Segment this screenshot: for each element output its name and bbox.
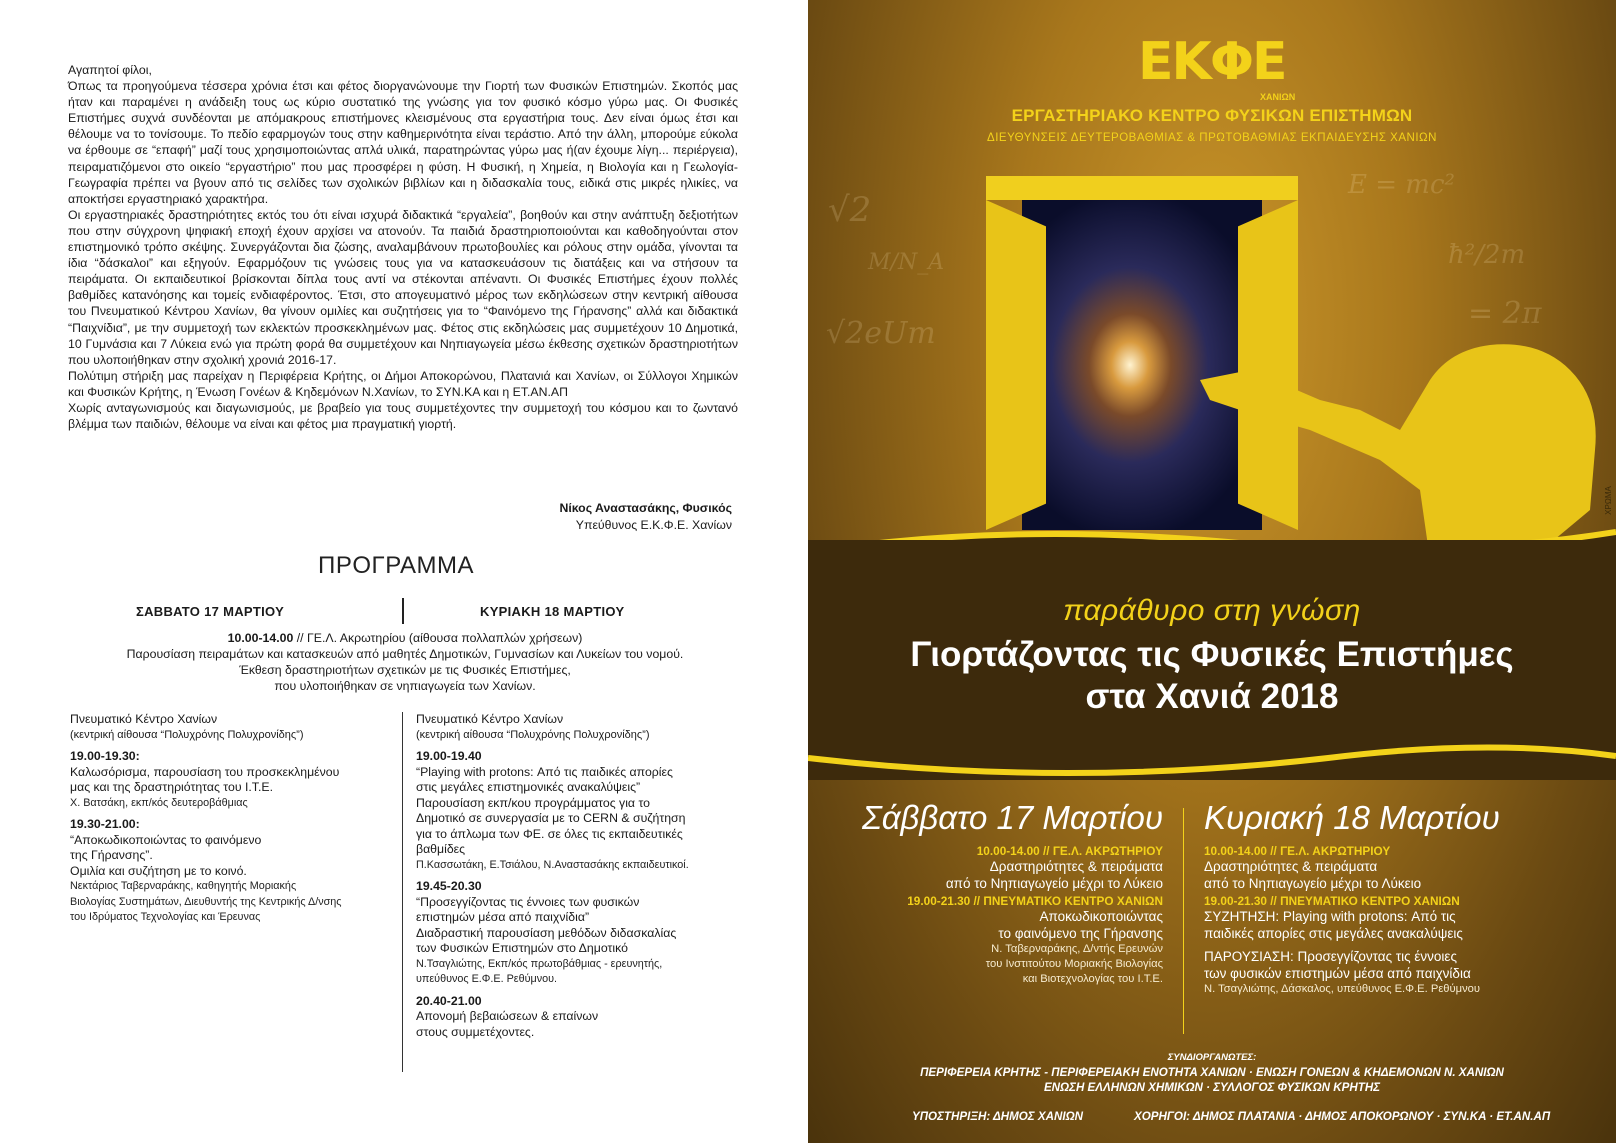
event-desc: παιδικές απορίες στις μεγάλες ανακαλύψεις	[1204, 926, 1463, 941]
divider	[402, 712, 403, 1072]
event-time: 10.00-14.00 // ΓΕ.Λ. ΑΚΡΩΤΗΡΙΟΥ	[976, 844, 1163, 858]
letter-paragraph: Όπως τα προηγούμενα τέσσερα χρόνια έτσι και φέτος διοργανώνουμε την Γιορτή των Φυσικών Επιστημών. Σκοπός μας ήταν και παραμένει η ανάδειξη τους ως κύριο συστατικό της γνώσης για τον φυσικό κόσμο γύρω μας. Οι Φυσικές Επιστήμες συχνά συνδέονται με απόμακρους επιστήμονες κλεισμένους στα εργαστήρια τους. Δεν είναι όμως έτσι και θέλουμε να το τονίσουμε. Το πεδίο εφαρμογών τους στην καθημερινότητα είναι τεράστιο. Από την άλλη, μπορούμε εύκολα να έρθουμε σε “επαφή” μαζί τους χρησιμοποιώντας απλά υλικά, παρατηρώντας γύρω μας ή(αν έχουμε λίγη... περιέργεια), πειραματιζόμενοι στο οικείο “εργαστήριο” που μας προσφέρει η φύση. Η Φυσική, η Χημεία, η Βιολογία και η Γεωλογία-Γεωγραφία πρέπει να βγουν από τις σελίδες των σχολικών βιβλίων και η διδασκαλία τους, ειδικά στις μικρές ηλικίες, να αποκτήσει εργαστηριακό χαρακτήρα.	[68, 79, 738, 206]
session-desc: των Φυσικών Επιστημών στο Δημοτικό	[416, 941, 628, 955]
event-time: 19.00-21.30 // ΠΝΕΥΜΑΤΙΚΟ ΚΕΝΤΡΟ ΧΑΝΙΩΝ	[907, 894, 1163, 908]
coorganizers-line: ΠΕΡΙΦΕΡΕΙΑ ΚΡΗΤΗΣ - ΠΕΡΙΦΕΡΕΙΑΚΗ ΕΝΟΤΗΤΑ ΧΑΝΙΩΝ · ΕΝΩΣΗ ΓΟΝΕΩΝ & ΚΗΔΕΜΟΝΩΝ Ν. ΧΑΝΙΩΝ	[920, 1066, 1504, 1079]
event-speaker: του Ινστιτούτου Μοριακής Βιολογίας	[985, 958, 1163, 970]
letter-greeting: Αγαπητοί φίλοι,	[68, 63, 152, 77]
event-speaker: και Βιοτεχνολογίας του Ι.Τ.Ε.	[1022, 973, 1163, 985]
window-pane-left	[986, 200, 1046, 530]
session-desc: “Αποκωδικοποιώντας το φαινόμενο	[70, 832, 262, 847]
letter-paragraph: Πολύτιμη στήριξη μας παρείχαν η Περιφέρεια Κρήτης, οι Δήμοι Αποκορώνου, Πλατανιά και Χανίων, οι Σύλλογοι Χημικών και Φυσικών Κρήτης, η Ένωση Γονέων & Κηδεμόνων Ν.Χανίων, το ΣΥΝ.ΚΑ και η ΕΤ.ΑΝ.ΑΠ	[68, 368, 738, 399]
session-speaker: Βιολογίας Συστημάτων, Διευθυντής της Κεντρικής Δ/νσης	[70, 895, 342, 908]
coorganizers-line: ΕΝΩΣΗ ΕΛΛΗΝΩΝ ΧΗΜΙΚΩΝ · ΣΥΛΛΟΓΟΣ ΦΥΣΙΚΩΝ ΚΡΗΤΗΣ	[1043, 1081, 1381, 1094]
session-speaker: υπεύθυνος Ε.Φ.Ε. Ρεθύμνου.	[416, 973, 558, 985]
program-sunday-heading: ΚΥΡΙΑΚΗ 18 ΜΑΡΤΙΟΥ	[480, 604, 625, 619]
event-desc: το φαινόμενο της Γήρανσης	[998, 926, 1163, 941]
window-frame-top	[986, 176, 1298, 200]
program-sunday-column	[416, 712, 736, 1040]
session-desc: μας και της δραστηριότητας του Ι.Τ.Ε.	[70, 780, 273, 794]
day-heading: Σάββατο 17 Μαρτίου	[861, 799, 1163, 836]
event-desc: Δραστηριότητες & πειράματα	[1204, 859, 1378, 874]
event-desc: από το Νηπιαγωγείο μέχρι το Λύκειο	[1204, 876, 1422, 891]
session-speaker: Ν.Τσαγλιώτης, Εκπ/κός πρωτοβάθμιας - ερευνητής,	[416, 957, 663, 970]
event-speaker: Ν. Τσαγλιώτης, Δάσκαλος, υπεύθυνος Ε.Φ.Ε. Ρεθύμνου	[1204, 983, 1481, 995]
signature-name: Νίκος Αναστασάκης, Φυσικός	[559, 501, 732, 515]
session-time: 20.40-21.00	[416, 993, 482, 1008]
poster-subtitle: παράθυρο στη γνώση	[1063, 594, 1361, 627]
session-desc: στους συμμετέχοντες.	[416, 1024, 535, 1039]
organization-name: ΕΡΓΑΣΤΗΡΙΑΚΟ ΚΕΝΤΡΟ ΦΥΣΙΚΩΝ ΕΠΙΣΤΗΜΩΝ	[1011, 106, 1413, 125]
program-saturday-heading: ΣΑΒΒΑΤΟ 17 ΜΑΡΤΙΟΥ	[136, 604, 285, 619]
event-speaker: Ν. Ταβερναράκης, Δ/ντής Ερευνών	[991, 943, 1163, 955]
venue-room: (κεντρική αίθουσα “Πολυχρόνης Πολυχρονίδης”)	[416, 728, 650, 741]
letter-paragraph: Οι εργαστηριακές δραστηριότητες εκτός του ότι είναι ισχυρά διδακτικά “εργαλεία”, βοηθούν και στην ανάπτυξη δεξιοτήτων που στην σύγχρονη ψηφιακή εποχή έχουν αρχίσει να ατονούν. Τα παιδιά δραστηριοποιούνται και καθοδηγούνται στον επιστημονικό τρόπο σκέψης. Συνεργάζονται δια ζώσης, αναλαμβάνουν πρωτοβουλίες και ρόλους στην ομάδα, γίνονται τα ίδια “δάσκαλοι” και εξηγούν. Εφαρμόζουν τις γνώσεις τους για να κατασκευάσουν τις διατάξεις και να στήσουν τα πειράματα. Οι εκπαιδευτικοί βρίσκονται δίπλα τους αντί να στέκονται απέναντι. Οι Φυσικές Επιστήμες έχουν πολλές βαθμίδες κατανόησης και τομείς ενδιαφέροντος. Έτσι, στο απογευματινό μέρος των εκδηλώσεων στην κεντρική αίθουσα του Πνευματικού Κέντρου Χανίων, θα γίνουν ομιλίες και συζητήσεις για το “Φαινόμενο της Γήρανσης” αλλά και διδακτικά “Παιχνίδια”, με την συμμετοχή των εκλεκτών προσκεκλημένων μας. Φέτος στις εκδηλώσεις μας συμμετέχουν 10 Δημοτικά, 10 Γυμνάσια και 7 Λύκεια ενώ για πρώτη φορά θα συμμετέχουν και Νηπιαγωγεία μέσω έκθεσης σχετικών δραστηριοτήτων που υλοποιήθηκαν στην σχολική χρονιά 2016-17.	[68, 207, 738, 367]
program-saturday-column	[70, 712, 390, 932]
session-desc: “Playing with protons: Από τις παιδικές απορίες	[416, 764, 673, 779]
program-title: ΠΡΟΓΡΑΜΜΑ	[318, 552, 474, 579]
event-desc: των φυσικών επιστημών μέσα από παιχνίδια	[1204, 966, 1471, 981]
session-speaker: Χ. Βατσάκη, εκπ/κός δευτεροβάθμιας	[70, 796, 248, 809]
session-desc: “Προσεγγίζοντας τις έννοιες των φυσικών	[416, 894, 640, 909]
venue-name: Πνευματικό Κέντρο Χανίων	[416, 712, 564, 726]
session-desc: Δημοτικό σε συνεργασία με το CERN & συζήτηση	[416, 811, 686, 825]
event-desc: από το Νηπιαγωγείο μέχρι το Λύκειο	[945, 876, 1163, 891]
session-speaker: Π.Κασσωτάκη, Ε.Τσιάλου, Ν.Αναστασάκης εκπαιδευτικοί.	[416, 858, 689, 871]
decorative-wave	[808, 738, 1616, 798]
background-formula: √2	[828, 190, 872, 230]
common-line: Παρουσίαση πειραμάτων και κατασκευών από μαθητές Δημοτικών, Γυμνασίων και Λυκείων του νομού.	[126, 647, 684, 661]
session-desc: επιστημών μέσα από παιχνίδια”	[416, 910, 590, 924]
program-common-session	[60, 630, 750, 694]
common-line: Έκθεση δραστηριοτήτων σχετικών με τις Φυσικές Επιστήμες,	[239, 663, 571, 677]
print-credit: ΧΡΩΜΑ	[1603, 486, 1613, 515]
session-desc: Ομιλία και συζήτηση με το κοινό.	[70, 863, 247, 878]
session-desc: Καλωσόρισμα, παρουσίαση του προσκεκλημένου	[70, 764, 340, 779]
event-desc: Δραστηριότητες & πειράματα	[989, 859, 1163, 874]
session-speaker: του Ιδρύματος Τεχνολογίας και Έρευνας	[70, 911, 261, 923]
event-desc: ΠΑΡΟΥΣΙΑΣΗ: Προσεγγίζοντας τις έννοιες	[1204, 949, 1457, 964]
background-formula: E = mc²	[1348, 170, 1455, 200]
event-desc: Αποκωδικοποιώντας	[1039, 909, 1163, 924]
session-desc: της Γήρανσης”.	[70, 848, 153, 862]
event-time: 19.00-21.30 // ΠΝΕΥΜΑΤΙΚΟ ΚΕΝΤΡΟ ΧΑΝΙΩΝ	[1204, 894, 1460, 908]
session-time: 19.00-19.40	[416, 749, 482, 763]
session-desc: Διαδραστική παρουσίαση μεθόδων διδασκαλίας	[416, 925, 677, 940]
signature	[559, 500, 732, 534]
session-speaker: Νεκτάριος Ταβερναράκης, καθηγητής Μοριακής	[70, 880, 297, 892]
session-desc: για το άπλωμα των ΦΕ. σε όλες τις εκπαιδευτικές	[416, 826, 683, 841]
background-formula: = 2π	[1468, 296, 1542, 331]
background-formula: √2eUm	[826, 316, 936, 351]
divider	[1183, 808, 1184, 1034]
letter-paragraph: Χωρίς ανταγωνισμούς και διαγωνισμούς, με βραβείο για τους συμμετέχοντες την συμμετοχή του κόσμου και το ζωντανό βλέμμα των παιδιών, θέλουμε να είναι και φέτος μια πραγματική γιορτή.	[68, 400, 738, 432]
venue-name: Πνευματικό Κέντρο Χανίων	[70, 712, 218, 726]
welcome-letter	[68, 62, 738, 432]
coorganizers-label: ΣΥΝΔΙΟΡΓΑΝΩΤΕΣ:	[1167, 1052, 1257, 1063]
poster-page	[808, 0, 1616, 1143]
common-place: // ΓΕ.Λ. Ακρωτηρίου (αίθουσα πολλαπλών χρήσεων)	[293, 631, 583, 645]
organization-directorates: ΔΙΕΥΘΥΝΣΕΙΣ ΔΕΥΤΕΡΟΒΑΘΜΙΑΣ & ΠΡΩΤΟΒΑΘΜΙΑΣ ΕΚΠΑΙΔΕΥΣΗΣ ΧΑΝΙΩΝ	[987, 132, 1437, 144]
ekfe-logo: ΕΚΦΕ	[1138, 32, 1286, 92]
common-time: 10.00-14.00	[227, 631, 294, 645]
background-formula: ħ²/2m	[1448, 240, 1526, 270]
session-desc: Απονομή βεβαιώσεων & επαίνων	[416, 1009, 599, 1023]
session-desc: βαθμίδες	[416, 842, 466, 856]
poster-saturday	[808, 800, 1163, 987]
venue-room: (κεντρική αίθουσα “Πολυχρόνης Πολυχρονίδης”)	[70, 728, 304, 741]
coorganizers	[808, 1050, 1616, 1095]
session-time: 19.45-20.30	[416, 879, 482, 893]
event-desc: ΣΥΖΗΤΗΣΗ: Playing with protons: Από τις	[1204, 909, 1456, 924]
background-formula: M/N_A	[868, 250, 945, 275]
session-desc: Παρουσίαση εκπ/κου προγράμματος για το	[416, 795, 650, 810]
session-time: 19.00-19.30:	[70, 749, 140, 763]
session-time: 19.30-21.00:	[70, 817, 140, 831]
signature-role: Υπεύθυνος Ε.Κ.Φ.Ε. Χανίων	[575, 518, 732, 532]
ekfe-logo-subtitle: ΧΑΝΙΩΝ	[1260, 92, 1296, 102]
poster-title-line: Γιορτάζοντας τις Φυσικές Επιστήμες	[910, 635, 1514, 674]
day-heading: Κυριακή 18 Μαρτίου	[1204, 799, 1500, 836]
sponsors-line: ΧΟΡΗΓΟΙ: ΔΗΜΟΣ ΠΛΑΤΑΝΙΑ · ΔΗΜΟΣ ΑΠΟΚΟΡΩΝΟΥ · ΣΥΝ.ΚΑ · ΕΤ.ΑΝ.ΑΠ	[1134, 1110, 1551, 1123]
event-time: 10.00-14.00 // ΓΕ.Λ. ΑΚΡΩΤΗΡΙΟΥ	[1204, 844, 1391, 858]
session-desc: στις μεγάλες επιστημονικές ανακαλύψεις”	[416, 780, 641, 794]
support-line: ΥΠΟΣΤΗΡΙΞΗ: ΔΗΜΟΣ ΧΑΝΙΩΝ	[912, 1110, 1083, 1123]
common-line: που υλοποιήθηκαν σε νηπιαγωγεία των Χανίων.	[274, 679, 536, 693]
poster-title-line: στα Χανιά 2018	[1085, 677, 1339, 716]
poster-sunday	[1204, 800, 1596, 997]
poster-title	[808, 634, 1616, 718]
divider	[402, 598, 404, 624]
